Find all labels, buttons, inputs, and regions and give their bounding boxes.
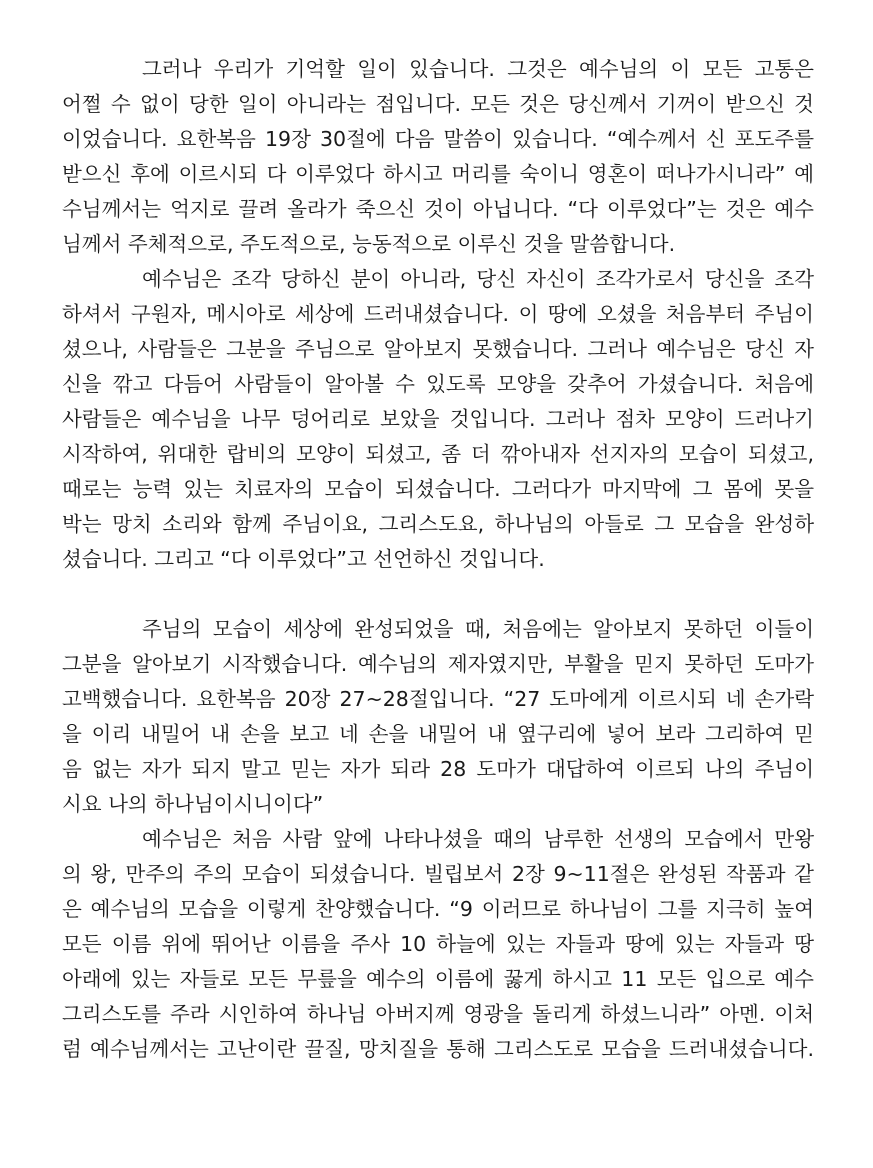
text-line: 박는 망치 소리와 함께 주님이요, 그리스도요, 하나님의 아들로 그 모습을 완성하 [62, 512, 814, 536]
text-line: 예수님은 조각 당하신 분이 아니라, 당신 자신이 조각가로서 당신을 조각 [142, 267, 814, 291]
text-line: 신을 깎고 다듬어 사람들이 알아볼 수 있도록 모양을 갖추어 가셨습니다. 처음에 [62, 372, 814, 396]
text-line: 럼 예수님께서는 고난이란 끌질, 망치질을 통해 그리스도로 모습을 드러내셨습니다. [62, 1037, 814, 1061]
text-line: 그리스도를 주라 시인하여 하나님 아버지께 영광을 돌리게 하셨느니라” 아멘. 이처 [62, 1002, 814, 1026]
text-line: 아래에 있는 자들로 모든 무릎을 예수의 이름에 꿇게 하시고 11 모든 입으로 예수 [62, 967, 814, 991]
paragraph-2 [62, 262, 814, 577]
text-line: 을 이리 내밀어 내 손을 보고 네 손을 내밀어 내 옆구리에 넣어 보라 그리하여 믿 [62, 722, 814, 746]
text-line: 어쩔 수 없이 당한 일이 아니라는 점입니다. 모든 것은 당신께서 기꺼이 받으신 것 [62, 92, 814, 116]
text-line: 때로는 능력 있는 치료자의 모습이 되셨습니다. 그러다가 마지막에 그 몸에 못을 [62, 477, 814, 501]
text-line: 음 없는 자가 되지 말고 믿는 자가 되라 28 도마가 대답하여 이르되 나의 주님이 [62, 757, 814, 781]
paragraph-3 [62, 612, 814, 822]
text-line: 셨습니다. 그리고 “다 이루었다”고 선언하신 것입니다. [62, 547, 545, 571]
text-line: 하셔서 구원자, 메시아로 세상에 드러내셨습니다. 이 땅에 오셨을 처음부터 주님이 [62, 302, 814, 326]
text-line: 고백했습니다. 요한복음 20장 27~28절입니다. “27 도마에게 이르시되 네 손가락 [62, 687, 814, 711]
text-line: 예수님은 처음 사람 앞에 나타나셨을 때의 남루한 선생의 모습에서 만왕 [142, 827, 814, 851]
text-line: 모든 이름 위에 뛰어난 이름을 주사 10 하늘에 있는 자들과 땅에 있는 자들과 땅 [62, 932, 814, 956]
paragraph-4 [62, 822, 814, 1067]
paragraph-1 [62, 52, 814, 262]
text-line: 그분을 알아보기 시작했습니다. 예수님의 제자였지만, 부활을 믿지 못하던 도마가 [62, 652, 814, 676]
text-line: 수님께서는 억지로 끌려 올라가 죽으신 것이 아닙니다. “다 이루었다”는 것은 예수 [62, 197, 814, 221]
text-line: 이었습니다. 요한복음 19장 30절에 다음 말씀이 있습니다. “예수께서 신 포도주를 [62, 127, 814, 151]
text-line: 주님의 모습이 세상에 완성되었을 때, 처음에는 알아보지 못하던 이들이 [142, 617, 814, 641]
text-line: 사람들은 예수님을 나무 덩어리로 보았을 것입니다. 그러나 점차 모양이 드러나기 [62, 407, 814, 431]
text-line: 그러나 우리가 기억할 일이 있습니다. 그것은 예수님의 이 모든 고통은 [142, 57, 814, 81]
text-line: 셨으나, 사람들은 그분을 주님으로 알아보지 못했습니다. 그러나 예수님은 당신 자 [62, 337, 814, 361]
text-line: 의 왕, 만주의 주의 모습이 되셨습니다. 빌립보서 2장 9~11절은 완성된 작품과 같 [62, 862, 814, 886]
text-line: 시작하여, 위대한 랍비의 모양이 되셨고, 좀 더 깎아내자 선지자의 모습이 되셨고, [62, 442, 814, 466]
text-line: 시요 나의 하나님이시니이다” [62, 792, 324, 816]
text-line: 받으신 후에 이르시되 다 이루었다 하시고 머리를 숙이니 영혼이 떠나가시니라” 예 [62, 162, 814, 186]
text-line: 님께서 주체적으로, 주도적으로, 능동적으로 이루신 것을 말씀합니다. [62, 232, 676, 256]
document-body [62, 52, 814, 1067]
text-line: 은 예수님의 모습을 이렇게 찬양했습니다. “9 이러므로 하나님이 그를 지극히 높여 [62, 897, 814, 921]
paragraph-spacer [62, 577, 814, 612]
